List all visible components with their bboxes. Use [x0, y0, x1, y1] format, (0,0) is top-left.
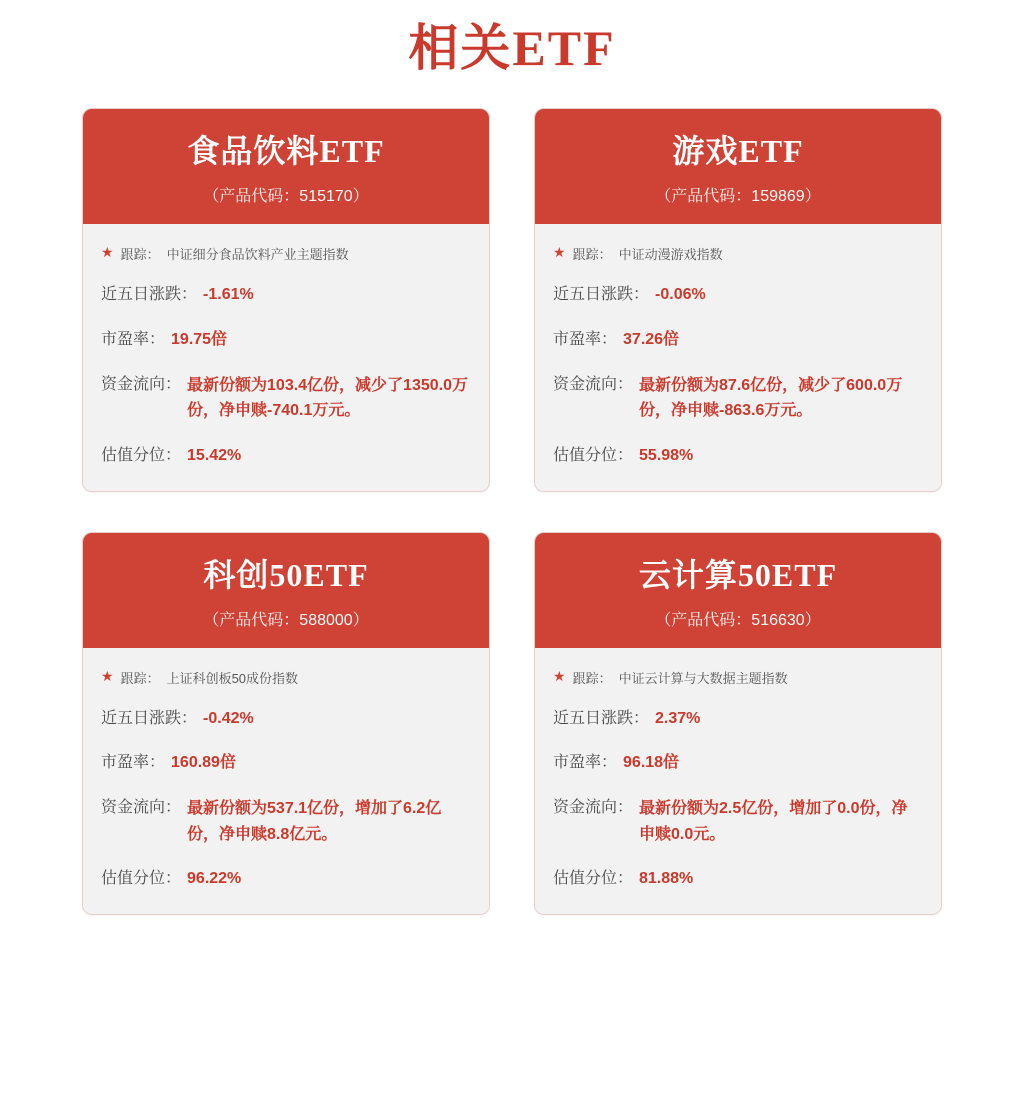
metric-valuation-percentile — [553, 867, 923, 892]
metric-valuation-percentile — [553, 444, 923, 469]
etf-card-header — [535, 533, 941, 648]
etf-overview-page — [0, 18, 1024, 935]
metric-label: 近五日涨跌： — [553, 286, 650, 303]
etf-name: 食品饮料ETF — [187, 133, 385, 169]
etf-card-body — [83, 224, 489, 491]
metric-value: -0.42% — [203, 709, 254, 727]
etf-card-header — [535, 109, 941, 224]
metric-change-5d — [553, 283, 923, 308]
metric-value: 96.22% — [187, 870, 242, 888]
metric-label: 市盈率： — [101, 754, 166, 772]
star-icon: ★ — [553, 244, 566, 260]
etf-card[interactable] — [534, 532, 942, 916]
metric-value: -1.61% — [203, 286, 254, 303]
metric-value: 最新份额为2.5亿份，增加了0.0份，净申赎0.0元。 — [639, 800, 908, 843]
etf-card-body — [83, 648, 489, 915]
etf-track-row — [101, 244, 471, 263]
page-title: 相关ETF — [408, 20, 616, 76]
etf-name: 游戏ETF — [672, 133, 804, 169]
metric-value: -0.06% — [655, 286, 706, 303]
metric-valuation-percentile — [101, 867, 471, 892]
etf-track-row — [101, 668, 471, 687]
metric-value: 37.26倍 — [623, 330, 680, 348]
metric-fund-flow — [553, 373, 923, 424]
etf-card-header — [83, 109, 489, 224]
etf-track-index: 中证细分食品饮料产业主题指数 — [166, 247, 349, 262]
metric-fund-flow — [553, 796, 923, 847]
metric-change-5d — [553, 707, 923, 732]
etf-track-label: 跟踪： — [572, 247, 612, 262]
etf-product-code: （产品代码：516630） — [655, 611, 821, 629]
metric-pe-ratio — [101, 751, 471, 776]
etf-card[interactable] — [82, 108, 490, 492]
metric-label: 市盈率： — [553, 330, 618, 348]
etf-track-label: 跟踪： — [120, 670, 160, 686]
metric-label: 资金流向： — [553, 799, 634, 817]
metric-label: 估值分位： — [101, 446, 182, 464]
metric-value: 96.18倍 — [623, 754, 680, 772]
metric-value: 19.75倍 — [171, 330, 228, 348]
metric-value: 81.88% — [639, 870, 694, 888]
etf-track-index: 上证科创板50成份指数 — [166, 670, 299, 686]
etf-name: 科创50ETF — [203, 556, 369, 593]
etf-track-index: 中证动漫游戏指数 — [618, 247, 723, 262]
metric-label: 近五日涨跌： — [101, 709, 198, 727]
metric-value: 最新份额为103.4亿份，减少了1350.0万份，净申赎-740.1万元。 — [187, 376, 468, 420]
metric-fund-flow — [101, 796, 471, 847]
metric-value: 2.37% — [655, 709, 701, 727]
etf-product-code: （产品代码：515170） — [203, 188, 369, 205]
etf-card-body — [535, 648, 941, 915]
metric-valuation-percentile — [101, 444, 471, 469]
metric-label: 市盈率： — [101, 330, 166, 348]
etf-card-header — [83, 533, 489, 648]
etf-track-index: 中证云计算与大数据主题指数 — [618, 670, 788, 686]
metric-pe-ratio — [101, 328, 471, 353]
metric-label: 估值分位： — [553, 446, 634, 464]
metric-value: 最新份额为87.6亿份，减少了600.0万份，净申赎-863.6万元。 — [639, 376, 903, 420]
metric-label: 资金流向： — [553, 375, 634, 393]
etf-name: 云计算50ETF — [638, 556, 838, 593]
star-icon: ★ — [101, 244, 114, 260]
metric-change-5d — [101, 707, 471, 732]
star-icon: ★ — [553, 667, 566, 684]
metric-label: 市盈率： — [553, 754, 618, 772]
etf-product-code: （产品代码：159869） — [655, 188, 821, 205]
metric-pe-ratio — [553, 751, 923, 776]
metric-pe-ratio — [553, 328, 923, 353]
star-icon: ★ — [101, 667, 114, 684]
etf-track-label: 跟踪： — [572, 670, 612, 686]
etf-card-body — [535, 224, 941, 491]
metric-label: 近五日涨跌： — [553, 709, 650, 727]
etf-track-row — [553, 244, 923, 263]
metric-change-5d — [101, 283, 471, 308]
etf-card[interactable] — [82, 532, 490, 916]
metric-label: 近五日涨跌： — [101, 286, 198, 303]
etf-card-grid — [0, 108, 1024, 915]
metric-value: 15.42% — [187, 446, 242, 464]
metric-label: 资金流向： — [101, 799, 182, 817]
etf-track-row — [553, 668, 923, 687]
metric-value: 55.98% — [639, 446, 694, 464]
metric-value: 最新份额为537.1亿份，增加了6.2亿份，净申赎8.8亿元。 — [187, 800, 442, 843]
metric-label: 估值分位： — [553, 870, 634, 888]
etf-track-label: 跟踪： — [120, 247, 160, 262]
metric-fund-flow — [101, 373, 471, 424]
etf-card[interactable] — [534, 108, 942, 492]
metric-label: 估值分位： — [101, 870, 182, 888]
metric-label: 资金流向： — [101, 375, 182, 393]
etf-product-code: （产品代码：588000） — [203, 611, 369, 629]
metric-value: 160.89倍 — [171, 754, 236, 772]
